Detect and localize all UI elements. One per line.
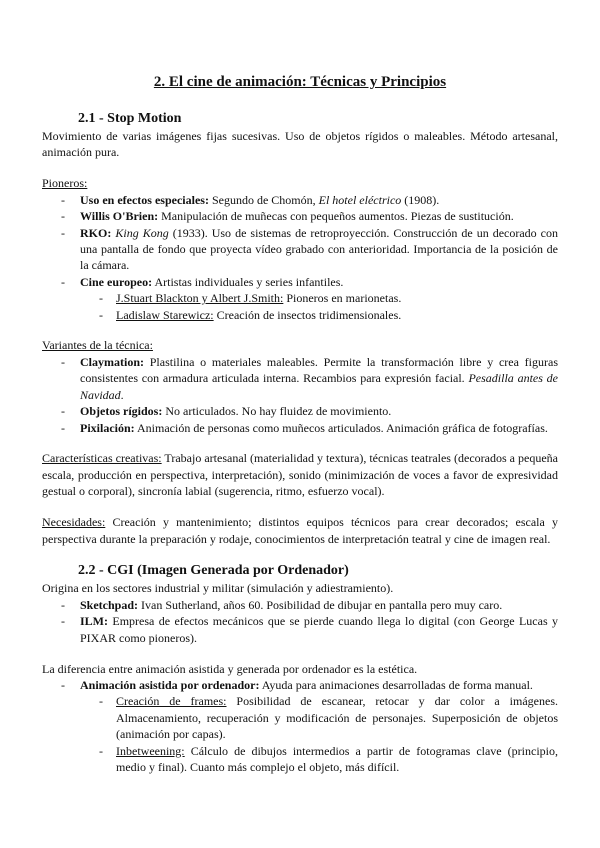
text-run: La diferencia entre animación asistida y generada por ordenador es la estética. [42,661,418,676]
sub-list-item [42,290,558,306]
text-run: Animación de personas como muñecos articulados. Animación gráfica de fotografías. [134,420,548,435]
bullet-dash: - [61,225,65,240]
bold-term: Animación asistida por ordenador: [80,677,260,692]
text-run: (1933). Uso de sistemas de retroproyección. Construcción de un decorado con una pantalla de fondo que proyecta vídeo grabado con anterioridad. Importancia de la posición de la cámara. [80,225,559,273]
bullet-dash: - [99,743,103,758]
bullet-dash: - [61,420,65,435]
list-item [42,208,558,224]
bullet-dash: - [61,274,65,289]
paragraph [42,661,558,677]
bullet-dash: - [99,694,103,709]
list-item [42,192,558,208]
underlined-term: Variantes de la técnica: [42,338,153,353]
italic-title: King Kong [115,225,169,240]
sub-list-item [42,307,558,323]
text-run: Trabajo artesanal (materialidad y textura), técnicas teatrales (decorados a pequeña escala, producción en perspectiva, interpretación), sonido (minimización de voces a favor de expresividad gestual o corporal), sincronía labial (sugerencia, ritmo, esfuerzo vocal). [42,451,558,499]
bold-term: Willis O'Brien: [80,209,159,224]
section [42,661,558,776]
text-run: 2.2 - CGI (Imagen Generada por Ordenador) [78,563,349,579]
underlined-term: Inbetweening: [116,743,185,758]
bold-term: Uso en efectos especiales: [80,192,209,207]
list-item [42,597,558,613]
list-item [42,677,558,693]
section [42,450,558,499]
list-item [42,420,558,436]
bullet-dash: - [61,192,65,207]
underlined-term: Pioneros: [42,176,88,191]
section [42,175,558,323]
text-run: (1908). [401,192,440,207]
bold-term: ILM: [80,614,108,629]
underlined-term: J.Stuart Blackton y Albert J.Smith: [116,291,284,306]
paragraph [42,337,558,353]
text-run: Ayuda para animaciones desarrolladas de forma manual. [259,677,533,692]
bold-term: Cine europeo: [80,274,153,289]
section-heading [78,109,558,128]
bullet-dash: - [61,677,65,692]
text-run: Ivan Sutherland, años 60. Posibilidad de dibujar en pantalla pero muy caro. [138,597,503,612]
list-item [42,274,558,290]
italic-title: El hotel eléctrico [318,192,402,207]
bullet-dash: - [61,354,65,369]
paragraph [42,514,558,547]
text-run: Cálculo de dibujos intermedios a partir de fotogramas clave (principio, medio y final). Cuanto más complejo el objeto, más difícil. [116,743,558,774]
bold-term: RKO: [80,225,112,240]
paragraph [42,128,558,161]
document-body [42,109,558,775]
text-run: Posibilidad de escanear, retocar y dar color a imágenes. Almacenamiento, recuperación y modificación de personajes. Superposición de objetos (animación por capas). [116,694,558,742]
paragraph [42,450,558,499]
text-run: 2.1 - Stop Motion [78,111,182,126]
text-run: Pioneros en marionetas. [283,291,402,306]
text-run: Movimiento de varias imágenes fijas sucesivas. Uso de objetos rígidos o maleables. Método artesanal, animación pura. [42,129,558,160]
list-item [42,354,558,403]
underlined-term: Ladislaw Starewicz: [116,307,214,322]
paragraph [42,580,558,596]
text-run: Artistas individuales y series infantiles. [152,274,344,289]
text-run: Plastilina o materiales maleables. Permite la transformación libre y crea figuras consistentes con armadura articulada interna. Recambios para expresión facial. [80,354,558,386]
bullet-dash: - [99,307,103,322]
list-item [42,225,558,274]
bullet-dash: - [61,614,65,629]
paragraph [42,175,558,191]
document-title: 2. El cine de animación: Técnicas y Principios [153,74,447,90]
sub-list-item [42,693,558,742]
list-item [42,403,558,419]
bold-term: Objetos rígidos: [80,404,163,419]
sub-list-item [42,743,558,776]
section [42,337,558,435]
section [42,109,558,161]
list-item [42,613,558,646]
text-run: . [120,387,124,402]
underlined-term: Creación de frames: [116,694,227,709]
text-run: No articulados. No hay fluidez de movimiento. [162,404,392,419]
bullet-dash: - [61,209,65,224]
bullet-dash: - [61,404,65,419]
bold-term: Claymation: [80,354,144,369]
section [42,561,558,646]
bullet-dash: - [61,597,65,612]
text-run: Creación y mantenimiento; distintos equipos técnicos para crear decorados; escala y perspectiva durante la preparación y rodaje, conocimientos de interpretación teatral y cine de imagen real. [42,515,558,546]
bold-term: Pixilación: [80,420,135,435]
text-run: Segundo de Chomón, [208,192,319,207]
text-run: Creación de insectos tridimensionales. [213,307,402,322]
bold-term: Sketchpad: [80,597,139,612]
italic-title: Pesadilla antes de Navidad [80,371,558,402]
text-run: Manipulación de muñecas con pequeños aumentos. Piezas de sustitución. [158,209,514,224]
underlined-term: Características creativas: [42,451,162,466]
text-run: Origina en los sectores industrial y militar (simulación y adiestramiento). [42,581,394,596]
underlined-term: Necesidades: [42,515,106,530]
text-run: Empresa de efectos mecánicos que se pierde cuando llega lo digital (con George Lucas y PIXAR como pioneros). [80,614,558,645]
section-heading [78,561,558,580]
section [42,514,558,547]
bullet-dash: - [99,291,103,306]
